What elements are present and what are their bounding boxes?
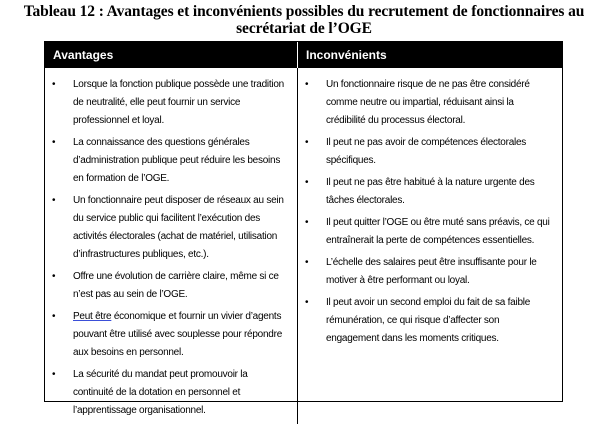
list-item-text: Lorsque la fonction publique possède une tradition de neutralité, elle peut fournir un service professionnel et loyal. [73,79,284,126]
bullet: • [305,257,309,268]
list-item-text: L’échelle des salaires peut être insuffisante pour le motiver à être performant ou loyal. [326,257,537,286]
bullet: • [52,311,56,322]
bullet: • [305,297,309,308]
list-item-text: Un fonctionnaire risque de ne pas être considéré comme neutre ou impartial, réduisant ainsi la crédibilité du processus électoral. [326,79,530,126]
bullet: • [52,369,56,380]
bullet: • [305,217,309,228]
list-item-text: La connaissance des questions générales d’administration publique peut réduire les besoins en formation de l’OGE. [73,137,281,184]
bullet: • [305,177,309,188]
disadvantages-column [298,68,562,424]
highlighted-phrase: Peut être [73,311,112,322]
list-item [298,294,562,348]
list-item [45,134,297,188]
header-disadvantages: Inconvénients [298,42,562,68]
bullet: • [52,137,56,148]
list-item [45,366,297,420]
list-item [45,192,297,264]
list-item-text: Il peut quitter l’OGE ou être muté sans préavis, ce qui entraînerait la perte de compétences essentielles. [326,217,550,246]
bullet: • [52,79,56,90]
list-item [45,308,297,362]
bullet: • [52,195,56,206]
list-item [298,134,562,170]
list-item-text: La sécurité du mandat peut promouvoir la continuité de la dotation en personnel et l’apprentissage organisationnel. [73,369,248,416]
bullet: • [305,79,309,90]
table-caption-line-2: secrétariat de l’OGE [236,20,372,37]
list-item-text: Il peut ne pas être habitué à la nature urgente des tâches électorales. [326,177,535,206]
header-advantages: Avantages [45,42,298,68]
list-item-text-rest: économique et fournir un vivier d’agents pouvant être utilisé avec souplesse pour répondre aux besoins en personnel. [73,311,282,358]
list-item [298,174,562,210]
advantages-column [45,68,298,424]
bullet: • [305,137,309,148]
bullet: • [52,271,56,282]
comparison-table [44,41,563,416]
list-item-text [73,308,297,362]
list-item-text: Il peut ne pas avoir de compétences électorales spécifiques. [326,137,527,166]
list-item [298,254,562,290]
list-item [45,268,297,304]
list-item-text: Un fonctionnaire peut disposer de réseaux au sein du service public qui facilitent l’exécution des activités électorales (achat de matériel, utilisation d’infrastructures publiques, etc.). [73,195,284,260]
list-item [298,76,562,130]
list-item-text: Il peut avoir un second emploi du fait de sa faible rémunération, ce qui risque d’affecter son engagement dans les moments critiques. [326,297,531,344]
list-item-text: Offre une évolution de carrière claire, même si ce n’est pas au sein de l’OGE. [73,271,279,300]
list-item [45,76,297,130]
table-caption [0,3,608,37]
list-item [298,214,562,250]
table-caption-line-1: Tableau 12 : Avantages et inconvénients possibles du recrutement de fonctionnaires au [23,3,585,20]
